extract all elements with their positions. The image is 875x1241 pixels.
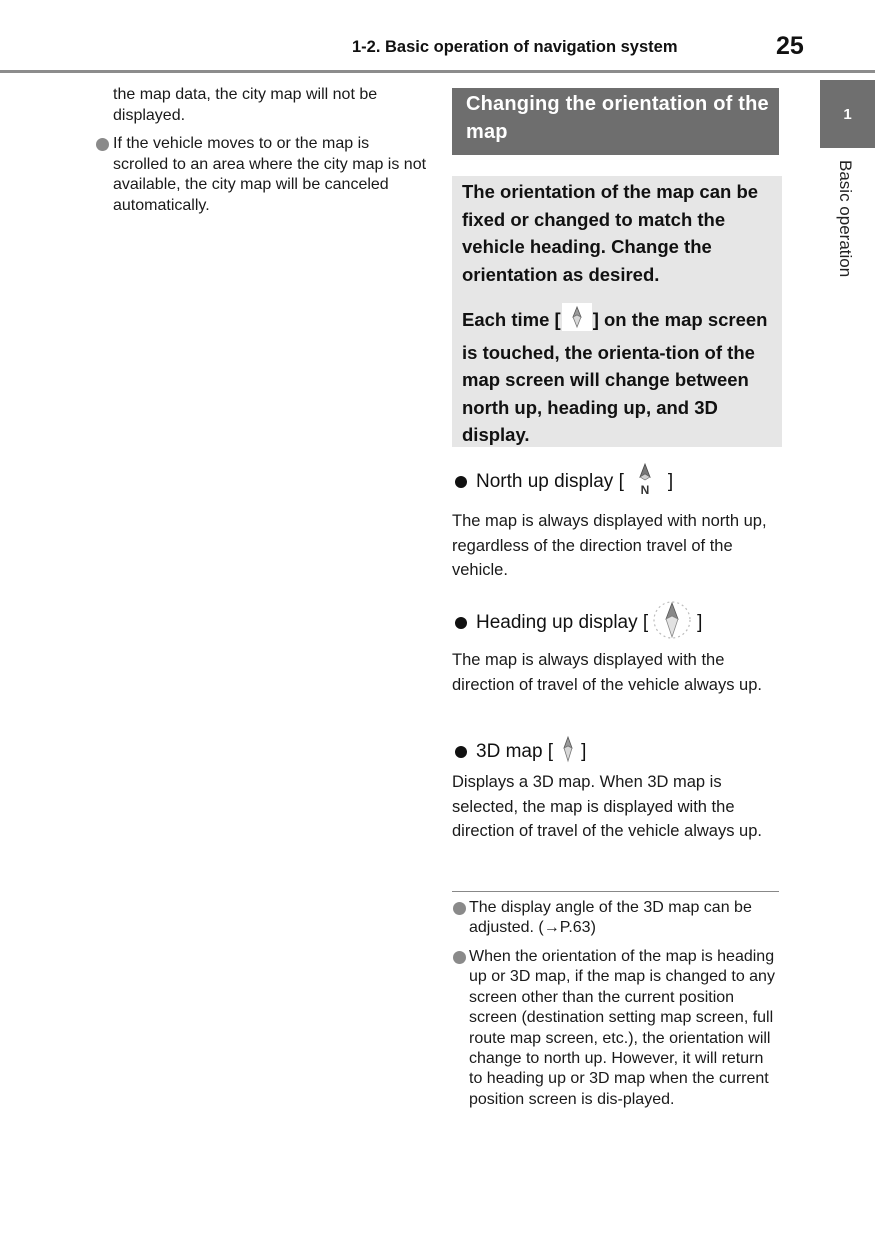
summary-text-before: Each time [ [462, 309, 561, 330]
heading-up-icon [650, 596, 694, 650]
north-up-icon [634, 462, 656, 502]
page-header-title: 1-2. Basic operation of navigation system [352, 38, 678, 56]
city-map-bullet-text: If the vehicle moves to or the map is scrolled to an area where the city map is not available, the city map will be canceled automatically. [113, 135, 427, 214]
3d-map-label-close: ] [581, 741, 587, 762]
city-map-bullet [113, 134, 428, 216]
heading-up-heading [455, 596, 702, 650]
summary-text-after: ] on the map screen is touched, the orienta-tion of the map screen will change between north up, heading up, and 3D display. [462, 309, 768, 445]
bullet-dot-icon [455, 617, 467, 629]
heading-up-label-close: ] [697, 612, 703, 633]
summary-paragraph-2 [462, 303, 772, 449]
chapter-label: Basic operation [836, 160, 855, 278]
notes-divider [452, 891, 779, 892]
chapter-tab [820, 80, 875, 148]
3d-map-icon [559, 735, 577, 769]
north-up-label: North up display [ [476, 471, 624, 492]
3d-map-heading [455, 735, 586, 769]
north-up-heading [455, 462, 673, 502]
continued-paragraph: the map data, the city map will not be displayed. [113, 86, 378, 124]
note-item [469, 947, 781, 1110]
north-up-description: The map is always displayed with north up, regardless of the direction travel of the vehicle. [452, 512, 767, 580]
heading-up-description: The map is always displayed with the direction of travel of the vehicle always up. [452, 651, 762, 694]
header-divider [0, 70, 875, 73]
bullet-dot-icon [453, 902, 466, 915]
section-heading: Changing the orientation of the map [452, 88, 779, 155]
note-text: The display angle of the 3D map can be adjusted. (→P.63) [469, 899, 752, 937]
heading-up-label: Heading up display [ [476, 612, 649, 633]
north-up-label-close: ] [667, 471, 674, 492]
3d-map-label: 3D map [ [476, 741, 554, 762]
svg-text:N: N [640, 483, 650, 496]
bullet-dot-icon [453, 951, 466, 964]
3d-map-description: Displays a 3D map. When 3D map is selected, the map is displayed with the direction of travel of the vehicle always up. [452, 773, 762, 841]
page-number: 25 [776, 32, 804, 60]
chapter-number: 1 [843, 105, 852, 123]
bullet-dot-icon [455, 746, 467, 758]
bullet-dot-icon [455, 476, 467, 488]
orientation-toggle-icon [562, 303, 592, 339]
summary-box [452, 176, 782, 447]
note-item [469, 898, 781, 939]
note-text: When the orientation of the map is heading up or 3D map, if the map is changed to any screen other than the current position screen (destination setting map screen, full route map screen, etc.), the orientation will change to north up. However, it will return to heading up or 3D map when the current position screen is dis-played. [469, 948, 775, 1108]
bullet-dot-icon [96, 138, 109, 151]
summary-paragraph-1: The orientation of the map can be fixed or changed to match the vehicle heading. Change the orientation as desired. [462, 181, 759, 285]
